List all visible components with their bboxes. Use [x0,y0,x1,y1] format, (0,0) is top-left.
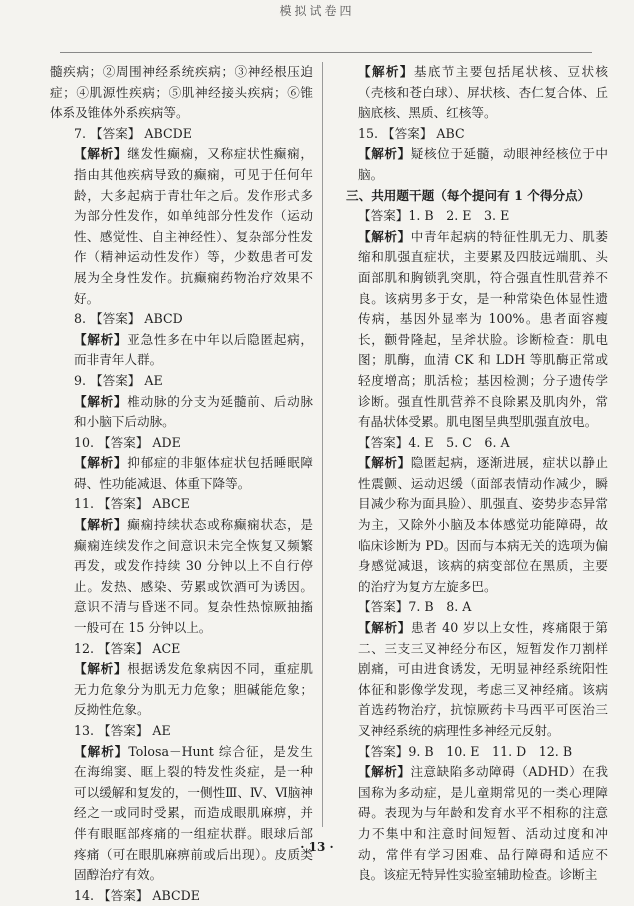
right-column [334,62,608,886]
answer-line: 13. 【答案】 AE [74,723,171,738]
analysis-paragraph [50,392,313,433]
answer-line: 【答案】4. E 5. C 6. A [358,434,510,450]
left-column [50,62,313,906]
analysis-label: 【解析】 [358,64,414,79]
analysis-paragraph [334,762,608,886]
analysis-text: 抑郁症的非躯体症状包括睡眠障碍、性功能减退、体重下降等。 [74,455,314,491]
analysis-text: 继发性癫痫，又称症状性癫痫，指由其他疾病导致的癫痫，可见于任何年龄，大多起病于青壮年之后。发作形式多为部分性发作，如单纯部分性发作（运动性、感觉性、自主神经性）、复杂部分性发作（精神运动性发作）等，少数患者可发展为全身性发作。抗癫痫药物治疗效果不好。 [74,146,314,306]
answer-line: 10. 【答案】 ADE [74,434,181,450]
answer-line: 7. 【答案】 ABCDE [74,125,192,141]
analysis-label: 【解析】 [74,455,128,471]
analysis-paragraph [50,144,313,309]
analysis-paragraph [50,453,313,494]
analysis-text: 癫痫持续状态或称癫痫状态，是癫痫连续发作之间意识未完全恢复又频繁再发，或发作持续 30 分钟以上不自行停止。发热、感染、劳累或饮酒可为诱因。意识不清与昏迷不同。复杂性热惊厥抽搐一般可在 15 分钟以上。 [74,517,314,636]
analysis-text: 患者 40 岁以上女性，疼痛限于第二、三支三叉神经分布区，短暂发作刀割样剧痛，可由进食诱发，无明显神经系统阳性体征和影像学发现，考虑三叉神经痛。该病首选药物治疗，抗惊厥药卡马西平可医治三叉神经系统的病理性多神经元反射。 [358,620,608,738]
answer-line: 【答案】9. B 10. E 11. D 12. B [358,743,573,759]
analysis-label: 【解析】 [358,228,411,244]
answer-line: 8. 【答案】 ABCD [74,311,183,327]
page-header [0,0,634,56]
header-title: 模拟试卷四 [279,4,355,18]
analysis-paragraph [50,330,313,371]
analysis-text: 中青年起病的特征性肌无力、肌萎缩和肌强直症状，主要累及四肢远端肌、头面部肌和胸锁乳突肌，符合强直性肌营养不良。该病男多于女，是一种常染色体显性遗传病，基因外显率为 100%。患者面容瘦长，颧骨隆起，呈斧状脸。诊断检查：肌电图；肌酶，血清 CK 和 LDH 等肌酶正常或轻度增高；肌活检；基因检测；分子遗传学诊断。强直性肌营养不良除累及肌肉外，常有晶状体受累。肌电图呈典型肌强直放电。 [358,228,609,430]
analysis-paragraph [50,659,313,721]
answer-line: 12. 【答案】 ACE [74,640,181,656]
analysis-text: 注意缺陷多动障碍（ADHD）在我国称为多动症，是儿童期常见的一类心理障碍。表现为与年龄和发育水平不相称的注意力不集中和注意时间短暂、活动过度和冲动，常伴有学习困难、品行障碍和适应不良。该症无特异性实验室辅助检查。诊断主 [358,764,608,883]
analysis-text: 隐匿起病，逐渐进展，症状以静止性震颤、运动迟缓（面部表情动作减少，瞬目减少称为面具脸）、肌强直、姿势步态异常为主，又除外小脑及本体感觉功能障碍，故临床诊断为 PD。因而与本病无关的选项为偏身感觉减退，该病的病变部位在黑质，主要的治疗为复方左旋多巴。 [358,455,609,594]
answer-line: 9. 【答案】 AE [74,372,163,388]
analysis-text: 亚急性多在中年以后隐匿起病，而非青年人群。 [74,331,314,368]
page-number: · 13 · [300,840,334,854]
answer-line: 14. 【答案】 ABCDE [74,887,200,903]
analysis-text: 椎动脉的分支为延髓前、后动脉和小脑下后动脉。 [74,393,314,430]
analysis-paragraph [334,227,608,433]
answer-line: 11. 【答案】 ABCE [74,496,190,512]
body-text: 髓疾病；②周围神经系统疾病；③神经根压迫症；④肌源性疾病；⑤肌神经接头疾病；⑥锥体系及锥体外系疾病等。 [50,64,313,121]
column-divider [322,62,323,827]
analysis-text: 根据诱发危象病因不同，重症肌无力危象分为肌无力危象；胆碱能危象；反拗性危象。 [74,661,314,718]
answer-line: 【答案】1. B 2. E 3. E [358,208,510,224]
section-heading: 三、共用题干题（每个提问有 1 个得分点） [346,187,591,203]
analysis-label: 【解析】 [358,764,411,780]
header-rule [60,52,592,53]
analysis-label: 【解析】 [358,146,411,162]
analysis-text: Tolosa－Hunt 综合征，是发生在海绵窦、眶上裂的特发性炎症，是一种可以缓解和复发的，一侧性Ⅲ、Ⅳ、Ⅵ脑神经之一或同时受累，而造成眼肌麻痹，并伴有眼眶部疼痛的一组症状群。眼球后部疼痛（可在眼肌麻痹前或后出现）。皮质类固醇治疗有效。 [74,743,314,883]
analysis-paragraph [334,144,608,185]
analysis-paragraph [50,515,313,639]
analysis-paragraph [334,62,608,124]
analysis-label: 【解析】 [358,620,412,636]
analysis-label: 【解析】 [358,455,411,471]
answer-line: 【答案】7. B 8. A [358,599,472,615]
analysis-text: 基底节主要包括尾状核、豆状核（壳核和苍白球）、屏状核、杏仁复合体、丘脑底核、黑质、红核等。 [358,64,609,121]
analysis-label: 【解析】 [74,661,128,677]
answer-line: 15. 【答案】 ABC [358,125,465,141]
analysis-paragraph [50,742,313,886]
analysis-paragraph [334,618,608,742]
analysis-label: 【解析】 [74,146,128,162]
analysis-label: 【解析】 [74,393,128,409]
analysis-text: 疑核位于延髓，动眼神经核位于中脑。 [358,146,609,182]
analysis-label: 【解析】 [74,331,128,347]
analysis-label: 【解析】 [74,517,128,533]
analysis-label: 【解析】 [74,743,129,759]
analysis-paragraph [334,453,608,597]
